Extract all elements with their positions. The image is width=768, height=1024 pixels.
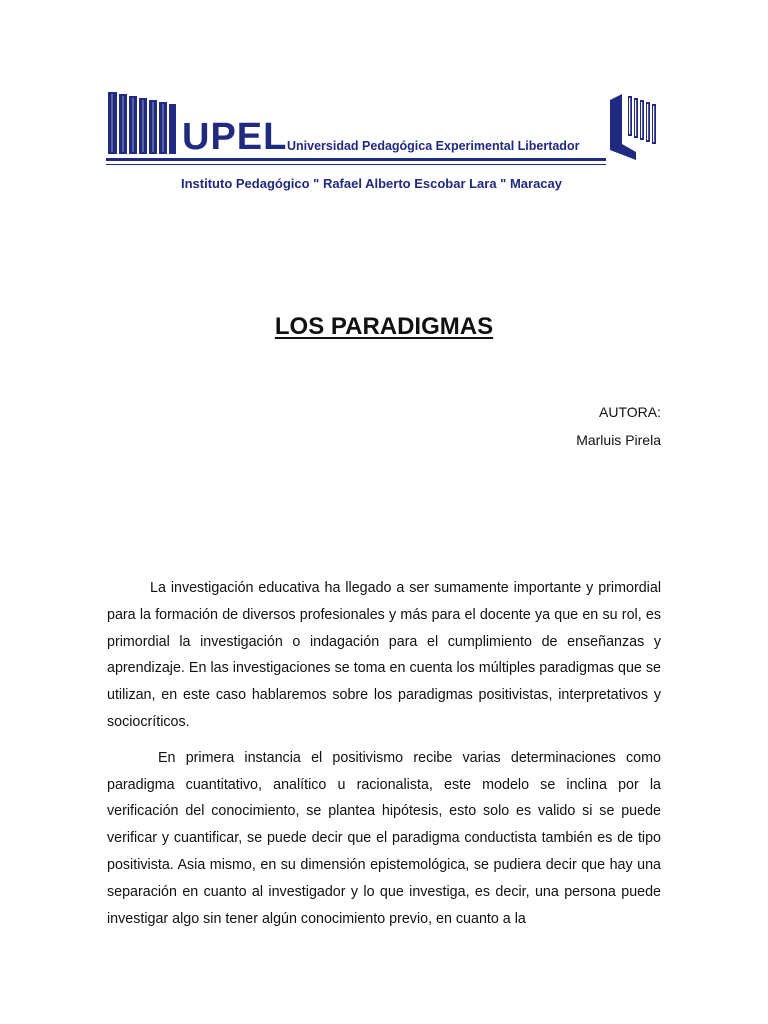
body-paragraph: En primera instancia el positivismo recibe varias determinaciones como paradigma cuantitativo, analítico u racionalista, este modelo se inclina por la verificación del conocimiento, se plantea hipótesis, esto solo es valido si se puede verificar y cuantificar, se puede decir que el paradigma conductista también es de tipo positivista. Asia mismo, en su dimensión epistemológica, se pudiera decir que hay una separación en cuanto al investigador y lo que investiga, es decir, una persona puede investigar algo sin tener algún conocimiento previo, en cuanto a la: [107, 749, 661, 927]
university-name: Universidad Pedagógica Experimental Libertador: [287, 139, 580, 153]
letterhead: [106, 92, 660, 198]
document-title-text: LOS PARADIGMAS: [274, 313, 494, 340]
author-name: Marluis Pirela: [576, 432, 661, 448]
body-paragraph: La investigación educativa ha llegado a ser sumamente importante y primordial para la formación de diversos profesionales y más para el docente ya que en su rol, es primordial la investigación o indagación para el cumplimiento de enseñanzas y aprendizaje. En las investigaciones se toma en cuenta los múltiples paradigmas que se utilizan, en este caso hablaremos sobre los paradigmas positivistas, interpretativos y sociocríticos.: [107, 580, 661, 730]
author-label: AUTORA:: [599, 404, 661, 420]
header-rule-thin: [106, 164, 606, 165]
upel-books-logo: [108, 92, 176, 154]
upel-wordmark: UPEL: [182, 116, 288, 158]
document-body: [107, 575, 661, 941]
document-title: [0, 312, 768, 342]
upel-emblem-logo: [606, 92, 660, 162]
header-rule: [106, 158, 606, 161]
institute-name: Instituto Pedagógico " Rafael Alberto Escobar Lara " Maracay: [181, 176, 562, 191]
